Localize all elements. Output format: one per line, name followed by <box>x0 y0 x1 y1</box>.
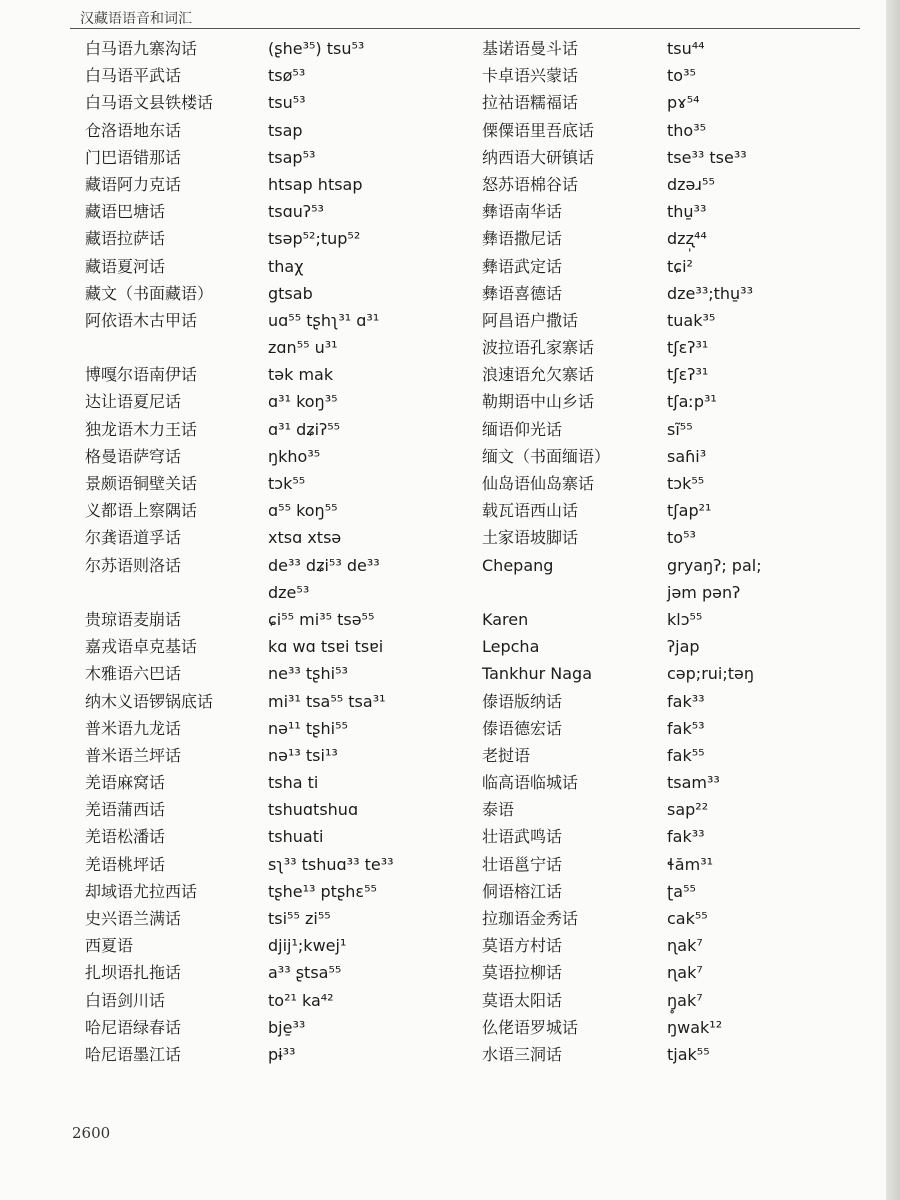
language-name: 缅文（书面缅语） <box>482 446 611 466</box>
language-name: 贵琼语麦崩话 <box>85 609 182 629</box>
page-edge <box>886 0 900 1200</box>
header-rule <box>70 28 860 29</box>
language-name: 缅语仰光话 <box>482 419 563 439</box>
entry-row <box>482 144 872 171</box>
language-name: 莫语拉柳话 <box>482 963 563 983</box>
word-form: tsap <box>268 120 303 140</box>
language-name: 彝语撒尼话 <box>482 229 563 249</box>
entry-row <box>85 307 465 334</box>
running-header: 汉藏语语音和词汇 <box>80 11 192 27</box>
word-form: tʃaːp³¹ <box>667 392 717 412</box>
entry-row <box>482 117 872 144</box>
language-name: 博嘎尔语南伊话 <box>85 365 198 385</box>
word-form: fak³³ <box>667 827 705 847</box>
word-form: uɑ⁵⁵ tʂhʅ³¹ ɑ³¹ <box>268 310 380 330</box>
left-column <box>85 35 465 1068</box>
word-form: sap²² <box>667 800 709 820</box>
language-name <box>85 579 268 606</box>
word-form: zɑn⁵⁵ u³¹ <box>268 338 338 358</box>
entry-row <box>85 361 465 388</box>
language-name: 藏语巴塘话 <box>85 202 166 222</box>
language-name: 尔苏语则洛话 <box>85 555 182 575</box>
word-form: tʃɛʔ³¹ <box>667 338 709 358</box>
entry-row <box>85 117 465 144</box>
language-name: 羌语蒲西话 <box>85 800 166 820</box>
language-name: 木雅语六巴话 <box>85 664 182 684</box>
entry-row <box>482 823 872 850</box>
entry-row <box>85 796 465 823</box>
entry-row <box>482 497 872 524</box>
language-name: 却域语尤拉西话 <box>85 881 198 901</box>
entry-row <box>85 932 465 959</box>
entry-row <box>482 660 872 687</box>
language-name: 载瓦语西山话 <box>482 501 579 521</box>
word-form: a³³ ʂtsa⁵⁵ <box>268 963 342 983</box>
entry-row <box>85 253 465 280</box>
language-name: 纳西语大研镇话 <box>482 147 595 167</box>
language-name: 阿依语木古甲话 <box>85 310 198 330</box>
entry-row <box>482 932 872 959</box>
language-name: Lepcha <box>482 637 540 657</box>
entry-row <box>85 606 465 633</box>
word-form: tsu⁵³ <box>268 93 306 113</box>
entry-row <box>85 1041 465 1068</box>
entry-row <box>482 307 872 334</box>
word-form: tsap⁵³ <box>268 147 316 167</box>
word-form: sĩ⁵⁵ <box>667 419 693 439</box>
language-name <box>482 579 667 606</box>
word-form: tɕi² <box>667 256 693 276</box>
entry-row <box>482 1041 872 1068</box>
entry-row <box>482 416 872 443</box>
language-name: 波拉语孔家寨话 <box>482 338 595 358</box>
entry-row <box>85 470 465 497</box>
language-name: 白马语九寨沟话 <box>85 39 198 58</box>
entry-row <box>482 443 872 470</box>
word-form: nə¹¹ tʂhi⁵⁵ <box>268 718 348 738</box>
language-name: 哈尼语墨江话 <box>85 1044 182 1064</box>
word-form: tʃap²¹ <box>667 501 712 521</box>
language-name: 羌语松潘话 <box>85 827 166 847</box>
right-column <box>482 35 872 1068</box>
entry-row <box>85 987 465 1014</box>
word-form: fak³³ <box>667 691 705 711</box>
word-form: to²¹ ka⁴² <box>268 990 334 1010</box>
language-name: 土家语坡脚话 <box>482 528 579 548</box>
entry-row <box>482 688 872 715</box>
language-name: 傣语版纳话 <box>482 691 563 711</box>
word-form: tuak³⁵ <box>667 310 716 330</box>
language-name: 仙岛语仙岛寨话 <box>482 474 595 493</box>
entry-row <box>482 225 872 252</box>
language-name: 尔龚语道孚话 <box>85 528 182 548</box>
word-form: ɑ³¹ koŋ³⁵ <box>268 392 338 412</box>
word-form: tjak⁵⁵ <box>667 1044 710 1064</box>
entry-row <box>85 715 465 742</box>
entry-row <box>85 552 465 579</box>
entry-row <box>482 171 872 198</box>
word-form: de³³ dʑi⁵³ de³³ <box>268 555 380 575</box>
word-form: kɑ wɑ tsɐi tsɐi <box>268 637 384 657</box>
word-form: fak⁵³ <box>667 718 705 738</box>
word-form: nə¹³ tsi¹³ <box>268 745 338 765</box>
language-name: Tankhur Naga <box>482 664 593 684</box>
language-name: 普米语兰坪话 <box>85 745 182 765</box>
word-form: mi³¹ tsa⁵⁵ tsa³¹ <box>268 691 386 711</box>
word-form: pɨ³³ <box>268 1044 296 1064</box>
word-form: gtsab <box>268 283 313 303</box>
entry-row <box>482 987 872 1014</box>
language-name: 侗语榕江话 <box>482 881 563 901</box>
word-form: dzʐ̩⁴⁴ <box>667 229 707 249</box>
entry-row <box>85 198 465 225</box>
language-name: 嘉戎语卓克基话 <box>85 637 198 657</box>
word-form: thaχ <box>268 256 304 276</box>
language-name: 浪速语允欠寨话 <box>482 365 595 385</box>
word-form: ɳak⁷ <box>667 936 703 956</box>
entry-row <box>482 198 872 225</box>
entry-row <box>85 280 465 307</box>
language-name: 义都语上察隅话 <box>85 501 198 521</box>
entry-row <box>482 361 872 388</box>
word-form: htsap htsap <box>268 174 363 194</box>
entry-row <box>85 171 465 198</box>
word-form: tʂhe¹³ ptʂhɛ⁵⁵ <box>268 881 377 901</box>
language-name: 格曼语萨穹话 <box>85 446 182 466</box>
entry-row <box>482 89 872 116</box>
language-name: 基诺语曼斗话 <box>482 39 579 58</box>
entry-row <box>482 851 872 878</box>
word-form: gryaŋʔ; pal; <box>667 555 762 575</box>
word-form: ŋkho³⁵ <box>268 446 321 466</box>
entry-row <box>482 388 872 415</box>
language-name: 白马语文县铁楼话 <box>85 93 214 113</box>
word-form: ɑ⁵⁵ koŋ⁵⁵ <box>268 501 338 521</box>
word-form: saɦi³ <box>667 446 707 466</box>
entry-row <box>85 579 465 606</box>
entry-row <box>85 905 465 932</box>
entry-row <box>85 769 465 796</box>
language-name: 史兴语兰满话 <box>85 909 182 928</box>
language-name: 仫佬语罗城话 <box>482 1017 579 1037</box>
word-form: tsi⁵⁵ zi⁵⁵ <box>268 909 331 928</box>
language-name: 羌语桃坪话 <box>85 854 166 874</box>
entry-row <box>482 633 872 660</box>
word-form: ɬăm³¹ <box>667 854 714 874</box>
language-name: 哈尼语绿春话 <box>85 1017 182 1037</box>
word-form: sʅ³³ tshuɑ³³ te³³ <box>268 854 394 874</box>
entry-row <box>482 552 872 579</box>
word-form: tsəp⁵²;tup⁵² <box>268 229 361 249</box>
entry-row <box>85 1014 465 1041</box>
language-name: 傣语德宏话 <box>482 718 563 738</box>
word-form: tək mak <box>268 365 334 385</box>
word-form: tho³⁵ <box>667 120 707 140</box>
entry-row <box>85 443 465 470</box>
word-form: tshuɑtshuɑ <box>268 800 359 820</box>
entry-row <box>85 878 465 905</box>
word-form: ŋwak¹² <box>667 1017 723 1037</box>
language-name: 傈僳语里吾底话 <box>482 120 595 140</box>
entry-row <box>85 660 465 687</box>
word-form: (ʂhe³⁵) tsu⁵³ <box>268 39 365 58</box>
entry-row <box>482 715 872 742</box>
word-form: to³⁵ <box>667 66 696 86</box>
language-name: 彝语武定话 <box>482 256 563 276</box>
language-name: 彝语南华话 <box>482 202 563 222</box>
language-name: 壮语邕宁话 <box>482 854 563 874</box>
word-form: djij¹;kwej¹ <box>268 936 347 956</box>
entry-row <box>482 470 872 497</box>
word-form: cak⁵⁵ <box>667 909 708 928</box>
language-name: 怒苏语棉谷话 <box>482 174 579 194</box>
entry-row <box>482 878 872 905</box>
entry-row <box>85 524 465 551</box>
page-number: 2600 <box>72 1124 111 1142</box>
language-name: 普米语九龙话 <box>85 718 182 738</box>
word-form: tsɑuʔ⁵³ <box>268 202 324 222</box>
word-form: ŋ̥ak⁷ <box>667 990 703 1010</box>
word-form: dze⁵³ <box>268 582 310 602</box>
language-name: 壮语武鸣话 <box>482 827 563 847</box>
language-name: 水语三洞话 <box>482 1044 563 1064</box>
entry-row <box>482 905 872 932</box>
word-form: tshuati <box>268 827 324 847</box>
word-form: ɳak⁷ <box>667 963 703 983</box>
entry-row <box>85 823 465 850</box>
word-form: tse³³ tse³³ <box>667 147 747 167</box>
entry-row <box>482 579 872 606</box>
language-name: 藏语阿力克话 <box>85 174 182 194</box>
language-name: 羌语麻窝话 <box>85 773 166 793</box>
entry-row <box>85 633 465 660</box>
word-form: tsu⁴⁴ <box>667 39 705 58</box>
language-name: 勒期语中山乡话 <box>482 392 595 412</box>
language-name: 藏语夏河话 <box>85 256 166 276</box>
word-form: ne³³ tʂhi⁵³ <box>268 664 348 684</box>
entry-row <box>482 334 872 361</box>
language-name: 老挝语 <box>482 745 531 765</box>
language-name: 纳木义语锣锅底话 <box>85 691 214 711</box>
entry-row <box>85 742 465 769</box>
word-form: to⁵³ <box>667 528 696 548</box>
language-name: 景颇语铜壁关话 <box>85 474 198 493</box>
entry-row <box>85 334 465 361</box>
entry-row <box>482 959 872 986</box>
language-name: 拉祜语糯福话 <box>482 93 579 113</box>
language-name: 独龙语木力王话 <box>85 419 198 439</box>
entry-row <box>85 959 465 986</box>
language-name: 藏文（书面藏语） <box>85 283 214 303</box>
entry-row <box>85 388 465 415</box>
entry-row <box>85 851 465 878</box>
entry-row <box>482 524 872 551</box>
language-name: 白语剑川话 <box>85 990 166 1010</box>
word-form: tʃɛʔ³¹ <box>667 365 709 385</box>
language-name: 拉珈语金秀话 <box>482 909 579 928</box>
language-name: 白马语平武话 <box>85 66 182 86</box>
word-form: pɤ⁵⁴ <box>667 93 700 113</box>
entry-row <box>482 35 872 62</box>
word-form: ɑ³¹ dʑiʔ⁵⁵ <box>268 419 341 439</box>
entry-row <box>85 89 465 116</box>
entry-row <box>482 62 872 89</box>
entry-row <box>85 416 465 443</box>
entry-row <box>482 606 872 633</box>
language-name: 彝语喜德话 <box>482 283 563 303</box>
word-form: ʈa⁵⁵ <box>667 881 696 901</box>
word-form: fak⁵⁵ <box>667 745 705 765</box>
language-name: 莫语太阳话 <box>482 990 563 1010</box>
entry-row <box>85 497 465 524</box>
language-name: 扎坝语扎拖话 <box>85 963 182 983</box>
word-form: jəm pənʔ <box>667 582 741 602</box>
language-name: 临高语临城话 <box>482 773 579 793</box>
language-name: Chepang <box>482 555 554 575</box>
word-form: bje̱³³ <box>268 1017 306 1037</box>
entry-row <box>482 1014 872 1041</box>
word-form: thu̱³³ <box>667 202 707 222</box>
entry-row <box>85 144 465 171</box>
word-form: tɔk⁵⁵ <box>268 474 306 493</box>
word-form: dzəɹ⁵⁵ <box>667 174 715 194</box>
word-form: tsam³³ <box>667 773 720 793</box>
language-name: 藏语拉萨话 <box>85 229 166 249</box>
entry-row <box>85 62 465 89</box>
word-form: cəp;rui;təŋ <box>667 664 754 684</box>
language-name: 泰语 <box>482 800 515 820</box>
word-form: tsha ti <box>268 773 319 793</box>
language-name: 卡卓语兴蒙话 <box>482 66 579 86</box>
language-name: 西夏语 <box>85 936 134 956</box>
entry-row <box>85 225 465 252</box>
entry-row <box>482 280 872 307</box>
language-name: 门巴语错那话 <box>85 147 182 167</box>
language-name: 达让语夏尼话 <box>85 392 182 412</box>
word-form: ʔjap <box>667 637 700 657</box>
word-form: klɔ⁵⁵ <box>667 609 703 629</box>
entry-row <box>85 688 465 715</box>
entry-row <box>482 769 872 796</box>
language-name: 莫语方村话 <box>482 936 563 956</box>
word-form: dze³³;thu̱³³ <box>667 283 753 303</box>
entry-row <box>482 742 872 769</box>
word-form: xtsɑ xtsə <box>268 528 342 548</box>
word-form: ɕi⁵⁵ mi³⁵ tsə⁵⁵ <box>268 609 375 629</box>
word-form: tɔk⁵⁵ <box>667 474 705 493</box>
language-name <box>85 334 268 361</box>
entry-row <box>85 35 465 62</box>
entry-row <box>482 253 872 280</box>
entry-row <box>482 796 872 823</box>
language-name: Karen <box>482 609 529 629</box>
language-name: 阿昌语户撒话 <box>482 310 579 330</box>
language-name: 仓洛语地东话 <box>85 120 182 140</box>
word-form: tsø⁵³ <box>268 66 306 86</box>
